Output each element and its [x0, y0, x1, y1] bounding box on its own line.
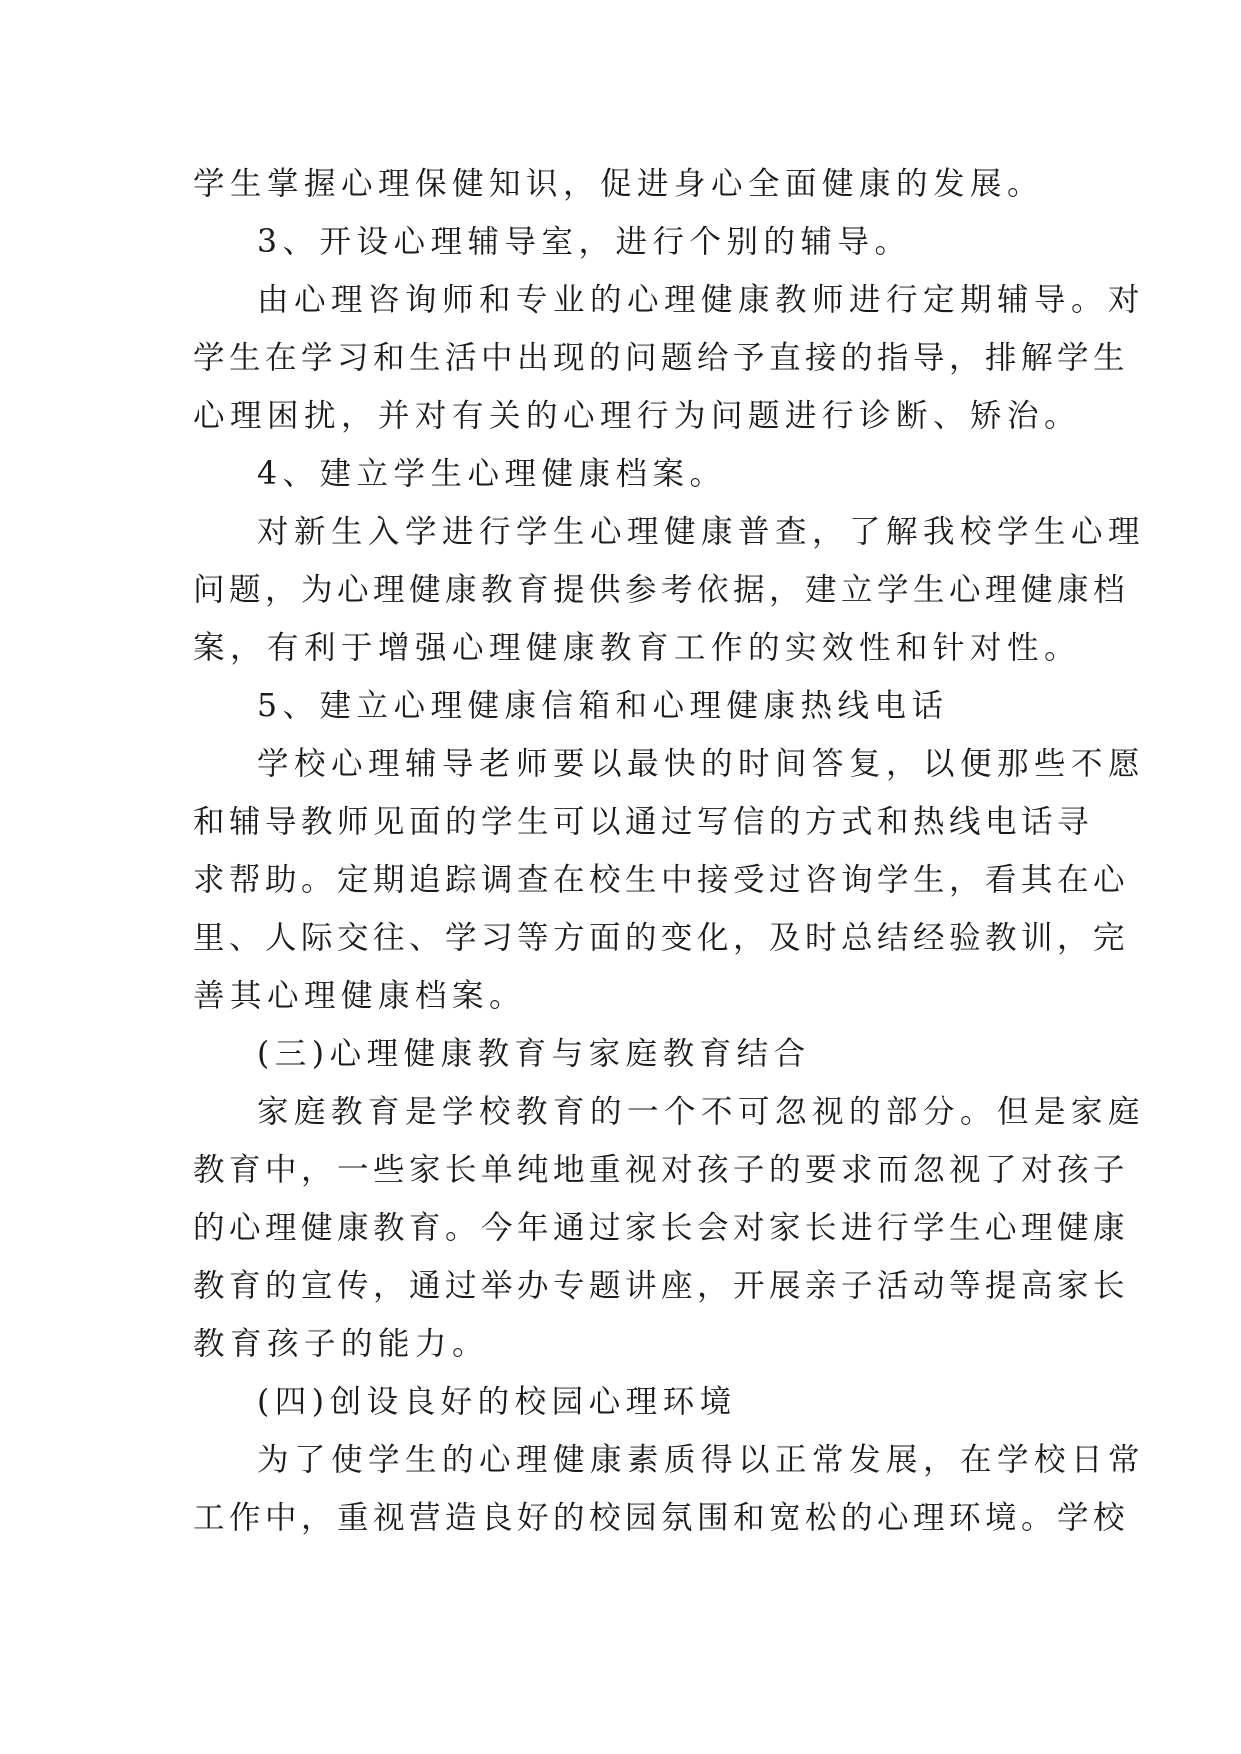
text-line: 的心理健康教育。今年通过家长会对家长进行学生心理健康	[193, 1210, 1130, 1246]
text-line: 案，有利于增强心理健康教育工作的实效性和针对性。	[193, 630, 1082, 666]
text-line: 求帮助。定期追踪调查在校生中接受过咨询学生，看其在心	[193, 862, 1130, 898]
text-line: 对新生入学进行学生心理健康普查，了解我校学生心理	[257, 514, 1146, 550]
text-line: 4、建立学生心理健康档案。	[257, 456, 727, 492]
text-line: 学校心理辅导老师要以最快的时间答复，以便那些不愿	[257, 746, 1146, 782]
text-line: 由心理咨询师和专业的心理健康教师进行定期辅导。对	[257, 282, 1146, 318]
section-heading: (三)心理健康教育与家庭教育结合	[257, 1036, 811, 1072]
text-line: 问题，为心理健康教育提供参考依据，建立学生心理健康档	[193, 572, 1130, 608]
text-line: 家庭教育是学校教育的一个不可忽视的部分。但是家庭	[257, 1094, 1146, 1130]
document-page	[193, 155, 1146, 1547]
text-line: 里、人际交往、学习等方面的变化，及时总结经验教训，完	[193, 920, 1130, 956]
text-line: 学生在学习和生活中出现的问题给予直接的指导，排解学生	[193, 340, 1130, 376]
text-line: 5、建立心理健康信箱和心理健康热线电话	[257, 688, 949, 724]
section-heading: (四)创设良好的校园心理环境	[257, 1384, 737, 1420]
text-line: 工作中，重视营造良好的校园氛围和宽松的心理环境。学校	[193, 1500, 1130, 1536]
text-line: 善其心理健康档案。	[193, 978, 527, 1014]
text-line: 教育的宣传，通过举办专题讲座，开展亲子活动等提高家长	[193, 1268, 1130, 1304]
text-line: 和辅导教师见面的学生可以通过写信的方式和热线电话寻	[193, 804, 1094, 840]
text-line: 学生掌握心理保健知识，促进身心全面健康的发展。	[193, 166, 1045, 202]
text-line: 心理困扰，并对有关的心理行为问题进行诊断、矫治。	[193, 398, 1082, 434]
text-line: 3、开设心理辅导室，进行个别的辅导。	[257, 224, 912, 260]
text-line: 教育孩子的能力。	[193, 1326, 490, 1362]
text-line: 教育中，一些家长单纯地重视对孩子的要求而忽视了对孩子	[193, 1152, 1130, 1188]
text-line: 为了使学生的心理健康素质得以正常发展，在学校日常	[257, 1442, 1146, 1478]
